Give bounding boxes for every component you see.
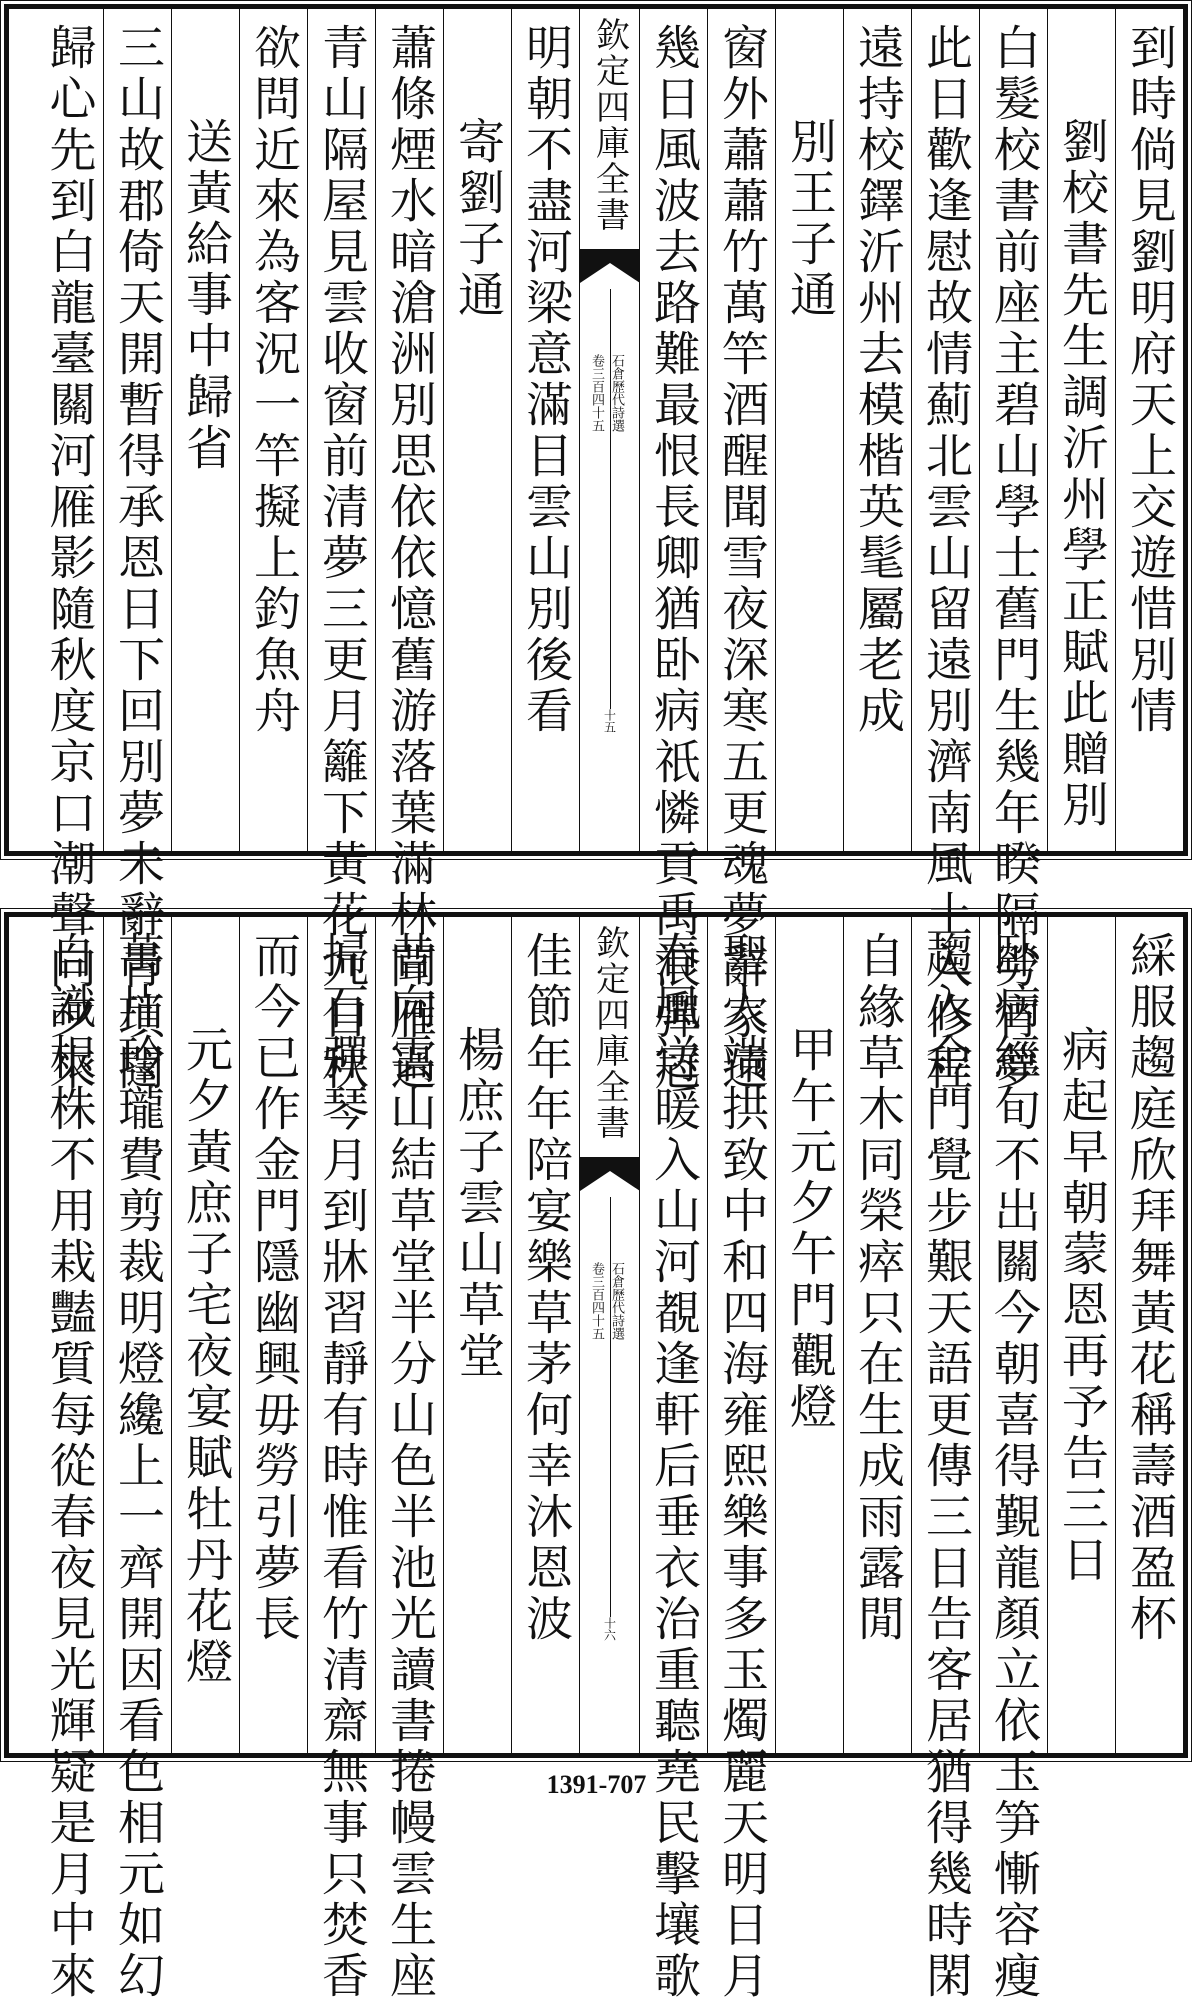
collection-title: 欽定四庫全書 — [589, 925, 630, 1141]
poem-line: 而今已作金門隱幽興毋勞引夢長 — [246, 931, 301, 1645]
text-column — [375, 9, 443, 1094]
leaf-number: 十六 — [602, 1617, 617, 1641]
text-column — [775, 917, 843, 1753]
poem-line: 春風送暖入山河覩逢軒后垂衣治重聽堯民擊壤歌 — [646, 931, 701, 2002]
poem-title: 寄劉子通 — [450, 117, 505, 321]
text-column — [775, 9, 843, 851]
text-column — [511, 9, 579, 851]
page-number: 1391-707 — [546, 1770, 647, 1799]
volume-label: 卷三百四十五 — [589, 1262, 604, 1340]
fold-line — [610, 1197, 612, 1617]
upper-columns — [9, 9, 1183, 1094]
poem-line: 聖人端拱致中和四海雍熙樂事多玉燭麗天明日月 — [714, 931, 769, 2002]
poem-line: 昔向雲山結草堂半分山色半池光讀書捲幔雲生座 — [382, 931, 437, 2002]
text-column — [443, 917, 511, 1753]
poem-line: 遠持校鐸沂州去模楷英髦屬老成 — [850, 23, 905, 737]
poem-line: 欲問近來為客況一竿擬上釣魚舟 — [246, 23, 301, 737]
poem-line: 窗外蕭蕭竹萬竿酒醒聞雪夜深寒五更魂夢辭家遠 — [714, 23, 769, 1094]
text-column — [639, 917, 707, 2002]
text-column — [307, 917, 375, 2002]
text-column — [707, 9, 775, 1094]
poem-line: 三山故郡倚天開暫得承恩日下回別夢未辭青瑣闥 — [110, 23, 165, 1094]
collection-title: 欽定四庫全書 — [589, 17, 630, 233]
text-column — [171, 917, 239, 1753]
poem-line: 此日歡逢慰故情薊北雲山留遠別濟南風土入修程 — [918, 23, 973, 1094]
text-column — [1047, 9, 1115, 851]
poem-title: 送黃給事中歸省 — [178, 117, 233, 474]
poem-line: 綵服趨庭欣拜舞黃花稱壽酒盈杯 — [1122, 931, 1177, 1645]
center-fold-strip — [579, 9, 639, 851]
fishtail-ornament-icon — [580, 249, 640, 289]
fold-line — [610, 289, 612, 709]
poem-title: 病起早朝蒙恩再予告三日 — [1054, 1025, 1109, 1586]
poem-line: 明朝不盡河梁意滿目雲山別後看 — [518, 23, 573, 737]
text-column — [1047, 917, 1115, 1753]
text-column — [911, 9, 979, 1094]
poem-line: 掃石彈琴月到牀習靜有時惟看竹清齋無事只焚香 — [314, 931, 369, 2002]
text-column — [35, 917, 103, 2002]
center-fold-strip — [579, 917, 639, 1753]
text-column — [443, 9, 511, 851]
text-column — [911, 917, 979, 2002]
poem-title: 楊庶子雲山草堂 — [450, 1025, 505, 1382]
poem-line: 自緣草木同榮瘁只在生成雨露閒 — [850, 931, 905, 1645]
poem-line: 白髮校書前座主碧山學士舊門生幾年睽隔勞宵夢 — [986, 23, 1041, 1094]
leaf-number: 十五 — [602, 709, 617, 733]
poem-line: 青山隔屋見雲收窗前清夢三更月籬下黃花九日秋 — [314, 23, 369, 1094]
text-column — [239, 917, 307, 1753]
text-column — [239, 9, 307, 851]
book-title: 石倉歷代詩選 — [609, 1262, 624, 1340]
text-column — [171, 9, 239, 851]
poem-line: 歸心先到白龍臺關河雁影隨秋度京口潮聲向夕來 — [41, 23, 97, 1094]
text-column — [843, 917, 911, 1753]
text-column — [511, 917, 579, 1753]
poem-line: 佳節年年陪宴樂草茅何幸沐恩波 — [518, 931, 573, 1645]
text-column — [979, 917, 1047, 2002]
poem-line: 到時倘見劉明府天上交遊惜別情 — [1122, 23, 1177, 737]
poem-title: 甲午元夕午門觀燈 — [782, 1025, 837, 1433]
poem-line: 蕭條煙水暗滄洲別思依依憶舊游落葉滿林聞雁過 — [382, 23, 437, 1094]
text-column — [1115, 917, 1183, 1753]
text-column — [307, 9, 375, 1094]
text-column — [639, 9, 707, 1094]
volume-label: 卷三百四十五 — [589, 354, 604, 432]
poem-title: 別王子通 — [782, 117, 837, 321]
poem-line: 萬片玲瓏費剪裁明燈纔上一齊開因看色相元如幻 — [110, 931, 165, 2002]
text-column — [843, 9, 911, 851]
book-title: 石倉歷代詩選 — [609, 354, 624, 432]
poem-title: 劉校書先生調沂州學正賦此贈別 — [1054, 117, 1109, 831]
poem-title: 元夕黃庶子宅夜宴賦牡丹花燈 — [178, 1025, 233, 1688]
poem-line: 幾日風波去路難最恨長卿猶卧病祇憐貢禹浪彈冠 — [646, 23, 701, 1094]
text-column — [35, 9, 103, 1094]
text-column — [375, 917, 443, 2002]
poem-line: 趨入金門覺步艱天語更傳三日告客居猶得幾時閑 — [918, 931, 973, 2002]
text-column — [707, 917, 775, 2002]
text-column — [103, 917, 171, 2002]
text-column — [979, 9, 1047, 1094]
text-column — [1115, 9, 1183, 851]
upper-page-spread — [4, 4, 1188, 1094]
fishtail-ornament-icon — [580, 1157, 640, 1197]
poem-line: 自識根株不用栽豔質每從春夜見光輝疑是月中來 — [41, 931, 97, 2002]
text-column — [103, 9, 171, 1094]
poem-line: 卧病經旬不出關今朝喜得覲龍顏立依玉笋慚容瘦 — [986, 931, 1041, 2002]
